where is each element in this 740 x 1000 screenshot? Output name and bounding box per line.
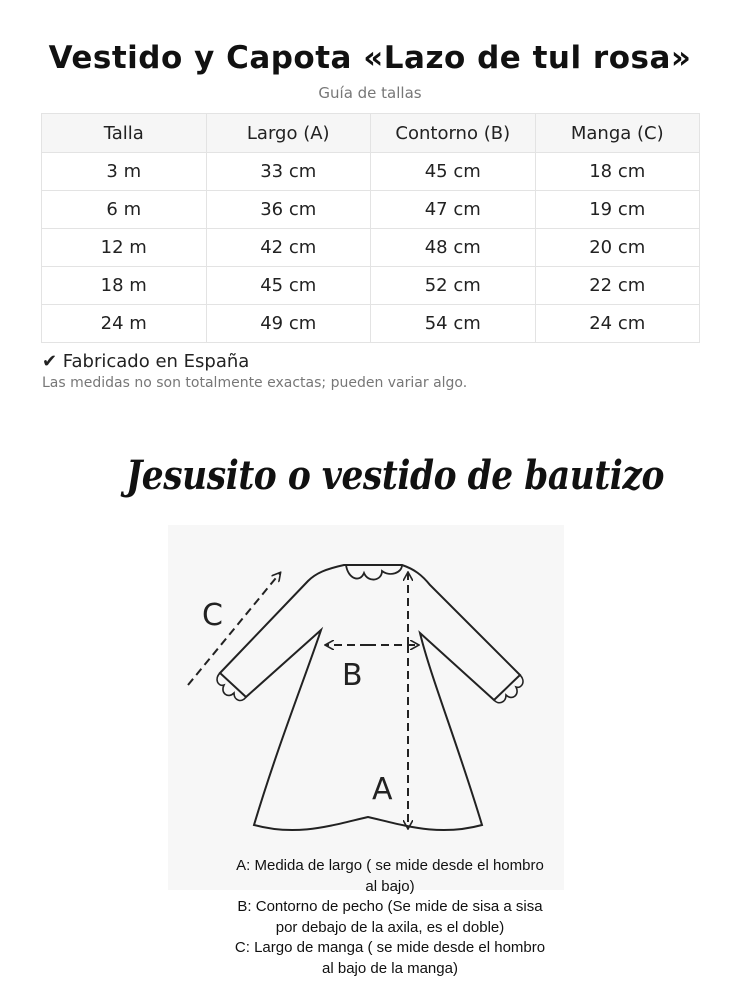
measurement-disclaimer: Las medidas no son totalmente exactas; pueden variar algo.: [42, 375, 468, 391]
table-cell: 45 cm: [371, 153, 536, 191]
table-cell: 49 cm: [206, 305, 371, 343]
page-title: Vestido y Capota «Lazo de tul rosa»: [48, 40, 692, 76]
table-cell: 42 cm: [206, 229, 371, 267]
table-row: [42, 267, 700, 305]
size-table: [41, 113, 700, 343]
dress-diagram: [168, 525, 564, 890]
table-cell: 19 cm: [535, 191, 700, 229]
column-header: Talla: [42, 114, 207, 153]
table-cell: 22 cm: [535, 267, 700, 305]
collar: [346, 565, 402, 580]
column-header: Contorno (B): [371, 114, 536, 153]
legend-c-line2: al bajo de la manga): [322, 959, 458, 977]
table-row: [42, 153, 700, 191]
dress-outline: [220, 565, 520, 830]
made-in-spain-note: ✔ Fabricado en España: [42, 351, 250, 372]
legend-c-line1: C: Largo de manga ( se mide desde el hombro: [234, 939, 546, 956]
table-cell: 12 m: [42, 229, 207, 267]
table-header-row: [42, 114, 700, 153]
table-cell: 45 cm: [206, 267, 371, 305]
table-cell: 24 m: [42, 305, 207, 343]
label-a: A: [372, 772, 393, 807]
legend-a-line1: A: Medida de largo ( se mide desde el hombro: [236, 857, 544, 874]
column-header: Largo (A): [206, 114, 371, 153]
table-cell: 20 cm: [535, 229, 700, 267]
label-b: B: [342, 658, 363, 693]
table-row: [42, 305, 700, 343]
table-cell: 52 cm: [371, 267, 536, 305]
left-cuff: [217, 673, 246, 700]
legend-b-line2: por debajo de la axila, es el doble): [275, 918, 505, 936]
table-cell: 48 cm: [371, 229, 536, 267]
table-row: [42, 191, 700, 229]
right-cuff: [494, 675, 523, 703]
column-header: Manga (C): [535, 114, 700, 153]
table-cell: 18 cm: [535, 153, 700, 191]
legend-b-line1: B: Contorno de pecho (Se mide de sisa a sisa: [237, 898, 543, 915]
diagram-legend: [200, 856, 580, 979]
table-cell: 6 m: [42, 191, 207, 229]
table-row: [42, 229, 700, 267]
table-cell: 18 m: [42, 267, 207, 305]
table-cell: 47 cm: [371, 191, 536, 229]
table-cell: 33 cm: [206, 153, 371, 191]
diagram-title: Jesusito o vestido de bautizo: [125, 452, 665, 499]
table-cell: 54 cm: [371, 305, 536, 343]
page-subtitle: Guía de tallas: [318, 84, 422, 102]
legend-a-line2: al bajo): [365, 877, 415, 895]
table-cell: 3 m: [42, 153, 207, 191]
label-c: C: [202, 598, 223, 633]
table-cell: 36 cm: [206, 191, 371, 229]
table-cell: 24 cm: [535, 305, 700, 343]
